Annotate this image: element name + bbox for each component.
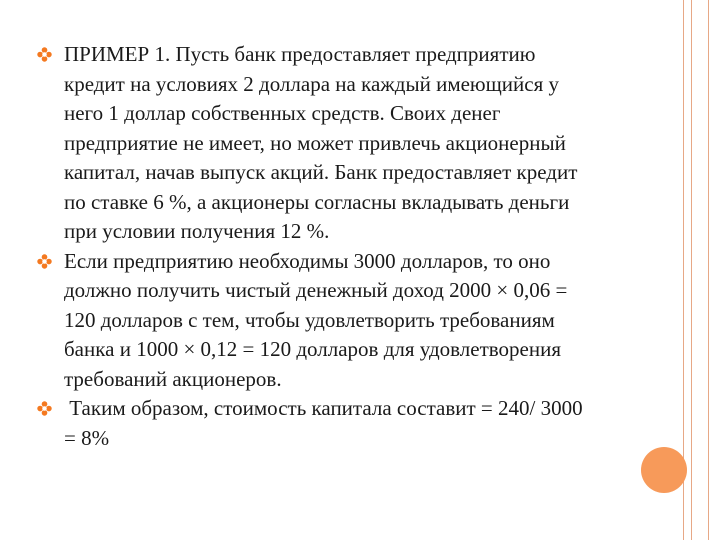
- text-line: по ставке 6 %, а акционеры согласны вкладывать деньги: [64, 189, 570, 214]
- decorative-rail: [691, 0, 692, 540]
- text-line: кредит на условиях 2 доллара на каждый имеющийся у: [64, 71, 559, 96]
- flower-bullet-icon: [37, 47, 52, 62]
- bullet-item-1: [37, 40, 667, 247]
- text-line: капитал, начав выпуск акций. Банк предоставляет кредит: [64, 160, 578, 184]
- text-line: при условии получения 12 %.: [64, 219, 330, 243]
- text-line: Таким образом, стоимость капитала составит = 240/ 3000: [64, 396, 583, 420]
- bullet-item-3: [37, 394, 667, 453]
- text-line: предприятие не имеет, но может привлечь акционерный: [64, 130, 566, 155]
- text-line: него 1 доллар собственных средств. Своих денег: [64, 101, 501, 125]
- text-line: требований акционеров.: [64, 366, 282, 391]
- bullet-text: [64, 40, 667, 247]
- flower-bullet-icon: [37, 401, 52, 416]
- bullet-item-2: [37, 247, 667, 395]
- text-line: банка и 1000 × 0,12 = 120 долларов для удовлетворения: [64, 337, 562, 361]
- bullet-list: [37, 40, 667, 453]
- text-line: = 8%: [64, 425, 110, 450]
- text-line: Если предприятию необходимы 3000 долларов, то оно: [64, 248, 551, 273]
- text-line: должно получить чистый денежный доход 2000 × 0,06 =: [64, 278, 568, 302]
- text-line: ПРИМЕР 1. Пусть банк предоставляет предприятию: [64, 42, 536, 66]
- bullet-text: [64, 247, 667, 395]
- decorative-circle: [641, 447, 687, 493]
- flower-bullet-icon: [37, 254, 52, 269]
- decorative-rail: [708, 0, 709, 540]
- bullet-text: [64, 394, 667, 453]
- text-line: 120 долларов с тем, чтобы удовлетворить требованиям: [64, 307, 555, 332]
